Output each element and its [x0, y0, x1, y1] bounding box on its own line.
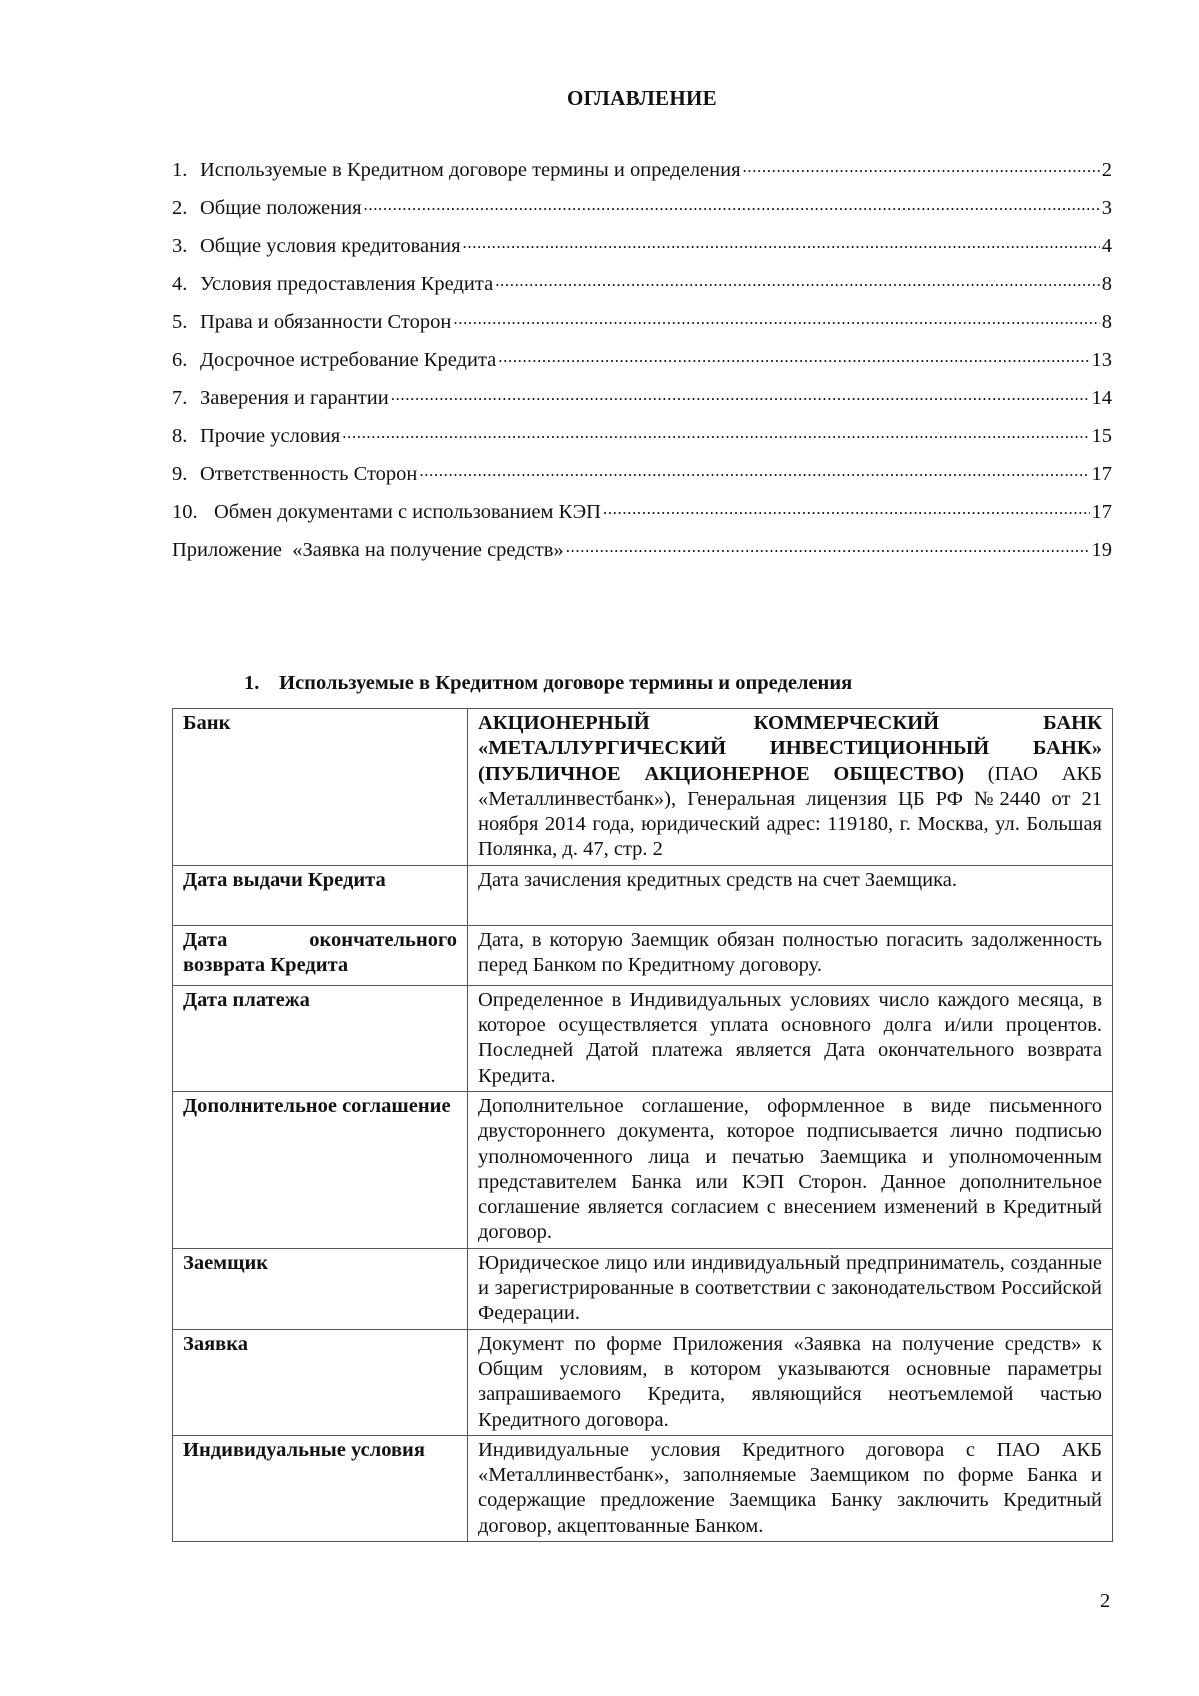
toc-item-page: 3 [1101, 197, 1112, 219]
toc-item-page: 13 [1091, 349, 1112, 371]
definition-cell: Юридическое лицо или индивидуальный предприниматель, созданные и зарегистрированные в соответствии с законодательством Российской Федерации. [468, 1248, 1113, 1329]
toc-dot-leader [495, 270, 1100, 290]
toc-item[interactable] [172, 384, 1112, 422]
toc-dot-leader [463, 232, 1100, 252]
table-of-contents [172, 156, 1112, 574]
toc-item[interactable] [172, 270, 1112, 308]
definition-cell: Дата зачисления кредитных средств на счет Заемщика. [468, 865, 1113, 925]
term-cell: Заемщик [173, 1248, 468, 1329]
toc-item-number: 6. [172, 349, 188, 371]
term-cell: Дополнительное соглашение [173, 1091, 468, 1248]
toc-item-appendix[interactable] [172, 536, 1112, 574]
definition-cell: Документ по форме Приложения «Заявка на получение средств» к Общим условиям, в котором указываются основные параметры запрашиваемого Кредита, являющийся неотъемлемой частью Кредитного договора. [468, 1329, 1113, 1435]
toc-item-label: Используемые в Кредитном договоре термины и определения [200, 159, 741, 181]
toc-dot-leader [342, 422, 1089, 442]
toc-item-label: Условия предоставления Кредита [200, 273, 494, 295]
toc-item-label: Приложение «Заявка на получение средств» [172, 539, 564, 561]
toc-item-number: 8. [172, 425, 188, 447]
definition-cell: Дата, в которую Заемщик обязан полностью погасить задолженность перед Банком по Кредитному договору. [468, 925, 1113, 985]
term-cell: Индивидуальные условия [173, 1435, 468, 1541]
toc-item-page: 2 [1101, 159, 1112, 181]
toc-item-number: 5. [172, 311, 188, 333]
definition-cell [468, 709, 1113, 866]
toc-dot-leader [453, 308, 1099, 328]
definition-cell: Определенное в Индивидуальных условиях число каждого месяца, в которое осуществляется уплата основного долга и/или процентов. Последней Датой платежа является Дата окончательного возврата Кредита. [468, 985, 1113, 1091]
table-row [173, 985, 1113, 1091]
toc-item-page: 17 [1091, 501, 1112, 523]
toc-item-number: 9. [172, 463, 188, 485]
toc-item-page: 19 [1091, 539, 1112, 561]
toc-item-label: Общие условия кредитования [200, 235, 461, 257]
toc-item-page: 8 [1101, 311, 1112, 333]
toc-item-page: 15 [1091, 425, 1112, 447]
toc-item[interactable] [172, 232, 1112, 270]
toc-item-number: 4. [172, 273, 188, 295]
terms-table [172, 708, 1113, 1542]
term-cell: Дата платежа [173, 985, 468, 1091]
toc-item-label: Ответственность Сторон [200, 463, 418, 485]
toc-item-page: 8 [1101, 273, 1112, 295]
toc-dot-leader [743, 156, 1100, 176]
toc-item-number: 2. [172, 197, 188, 219]
toc-item[interactable] [172, 422, 1112, 460]
toc-item[interactable] [172, 156, 1112, 194]
toc-item-label: Общие положения [200, 197, 362, 219]
toc-dot-leader [419, 460, 1089, 480]
table-row [173, 1329, 1113, 1435]
term-cell: Дата выдачи Кредита [173, 865, 468, 925]
definition-bold-part: АКЦИОНЕРНЫЙ КОММЕРЧЕСКИЙ БАНК «МЕТАЛЛУРГИЧЕСКИЙ ИНВЕСТИЦИОННЫЙ БАНК» (ПУБЛИЧНОЕ АКЦИОНЕРНОЕ ОБЩЕСТВО) [478, 712, 1102, 785]
table-row [173, 1091, 1113, 1248]
toc-dot-leader [364, 194, 1100, 214]
toc-item-label: Права и обязанности Сторон [200, 311, 452, 333]
term-cell: Банк [173, 709, 468, 866]
toc-item-page: 14 [1091, 387, 1112, 409]
toc-item[interactable] [172, 346, 1112, 384]
toc-title: ОГЛАВЛЕНИЕ [567, 86, 717, 110]
toc-item-number: 3. [172, 235, 188, 257]
toc-dot-leader [391, 384, 1090, 404]
toc-dot-leader [498, 346, 1089, 366]
term-cell: Заявка [173, 1329, 468, 1435]
section-heading [244, 672, 852, 695]
toc-item-number: 1. [172, 159, 188, 181]
toc-item-label: Обмен документами с использованием КЭП [214, 501, 601, 523]
toc-item[interactable] [172, 308, 1112, 346]
toc-item-label: Досрочное истребование Кредита [200, 349, 497, 371]
table-row [173, 865, 1113, 925]
toc-item-number: 10. [172, 501, 198, 523]
toc-item-label: Прочие условия [200, 425, 341, 447]
term-cell: Дата окончательного возврата Кредита [173, 925, 468, 985]
page-number: 2 [1100, 1590, 1111, 1612]
toc-item-page: 17 [1091, 463, 1112, 485]
definition-cell: Индивидуальные условия Кредитного договора с ПАО АКБ «Металлинвестбанк», заполняемые Заемщиком по форме Банка и содержащие предложение Заемщика Банку заключить Кредитный договор, акцептованные Банком. [468, 1435, 1113, 1541]
section-number: 1. [244, 672, 260, 694]
toc-item[interactable] [172, 498, 1112, 536]
table-row [173, 1248, 1113, 1329]
toc-dot-leader [566, 536, 1090, 556]
toc-item[interactable] [172, 460, 1112, 498]
toc-dot-leader [603, 498, 1090, 518]
toc-item-label: Заверения и гарантии [200, 387, 389, 409]
table-row [173, 925, 1113, 985]
table-row [173, 1435, 1113, 1541]
toc-item[interactable] [172, 194, 1112, 232]
definition-text: (ПАО АКБ «Металлинвестбанк»), Генеральная лицензия ЦБ РФ №2440 от 21 ноября 2014 года, юридический адрес: 119180, г. Москва, ул. Большая Полянка, д. 47, стр. 2 [478, 762, 1102, 861]
definition-cell: Дополнительное соглашение, оформленное в виде письменного двустороннего документа, которое подписывается лично подписью уполномоченного лица и печатью Заемщика и уполномоченным представителем Банка или КЭП Сторон. Данное дополнительное соглашение является согласием с внесением изменений в Кредитный договор. [468, 1091, 1113, 1248]
toc-item-page: 4 [1101, 235, 1112, 257]
section-title: Используемые в Кредитном договоре термины и определения [279, 672, 853, 694]
table-row [173, 709, 1113, 866]
toc-item-number: 7. [172, 387, 188, 409]
